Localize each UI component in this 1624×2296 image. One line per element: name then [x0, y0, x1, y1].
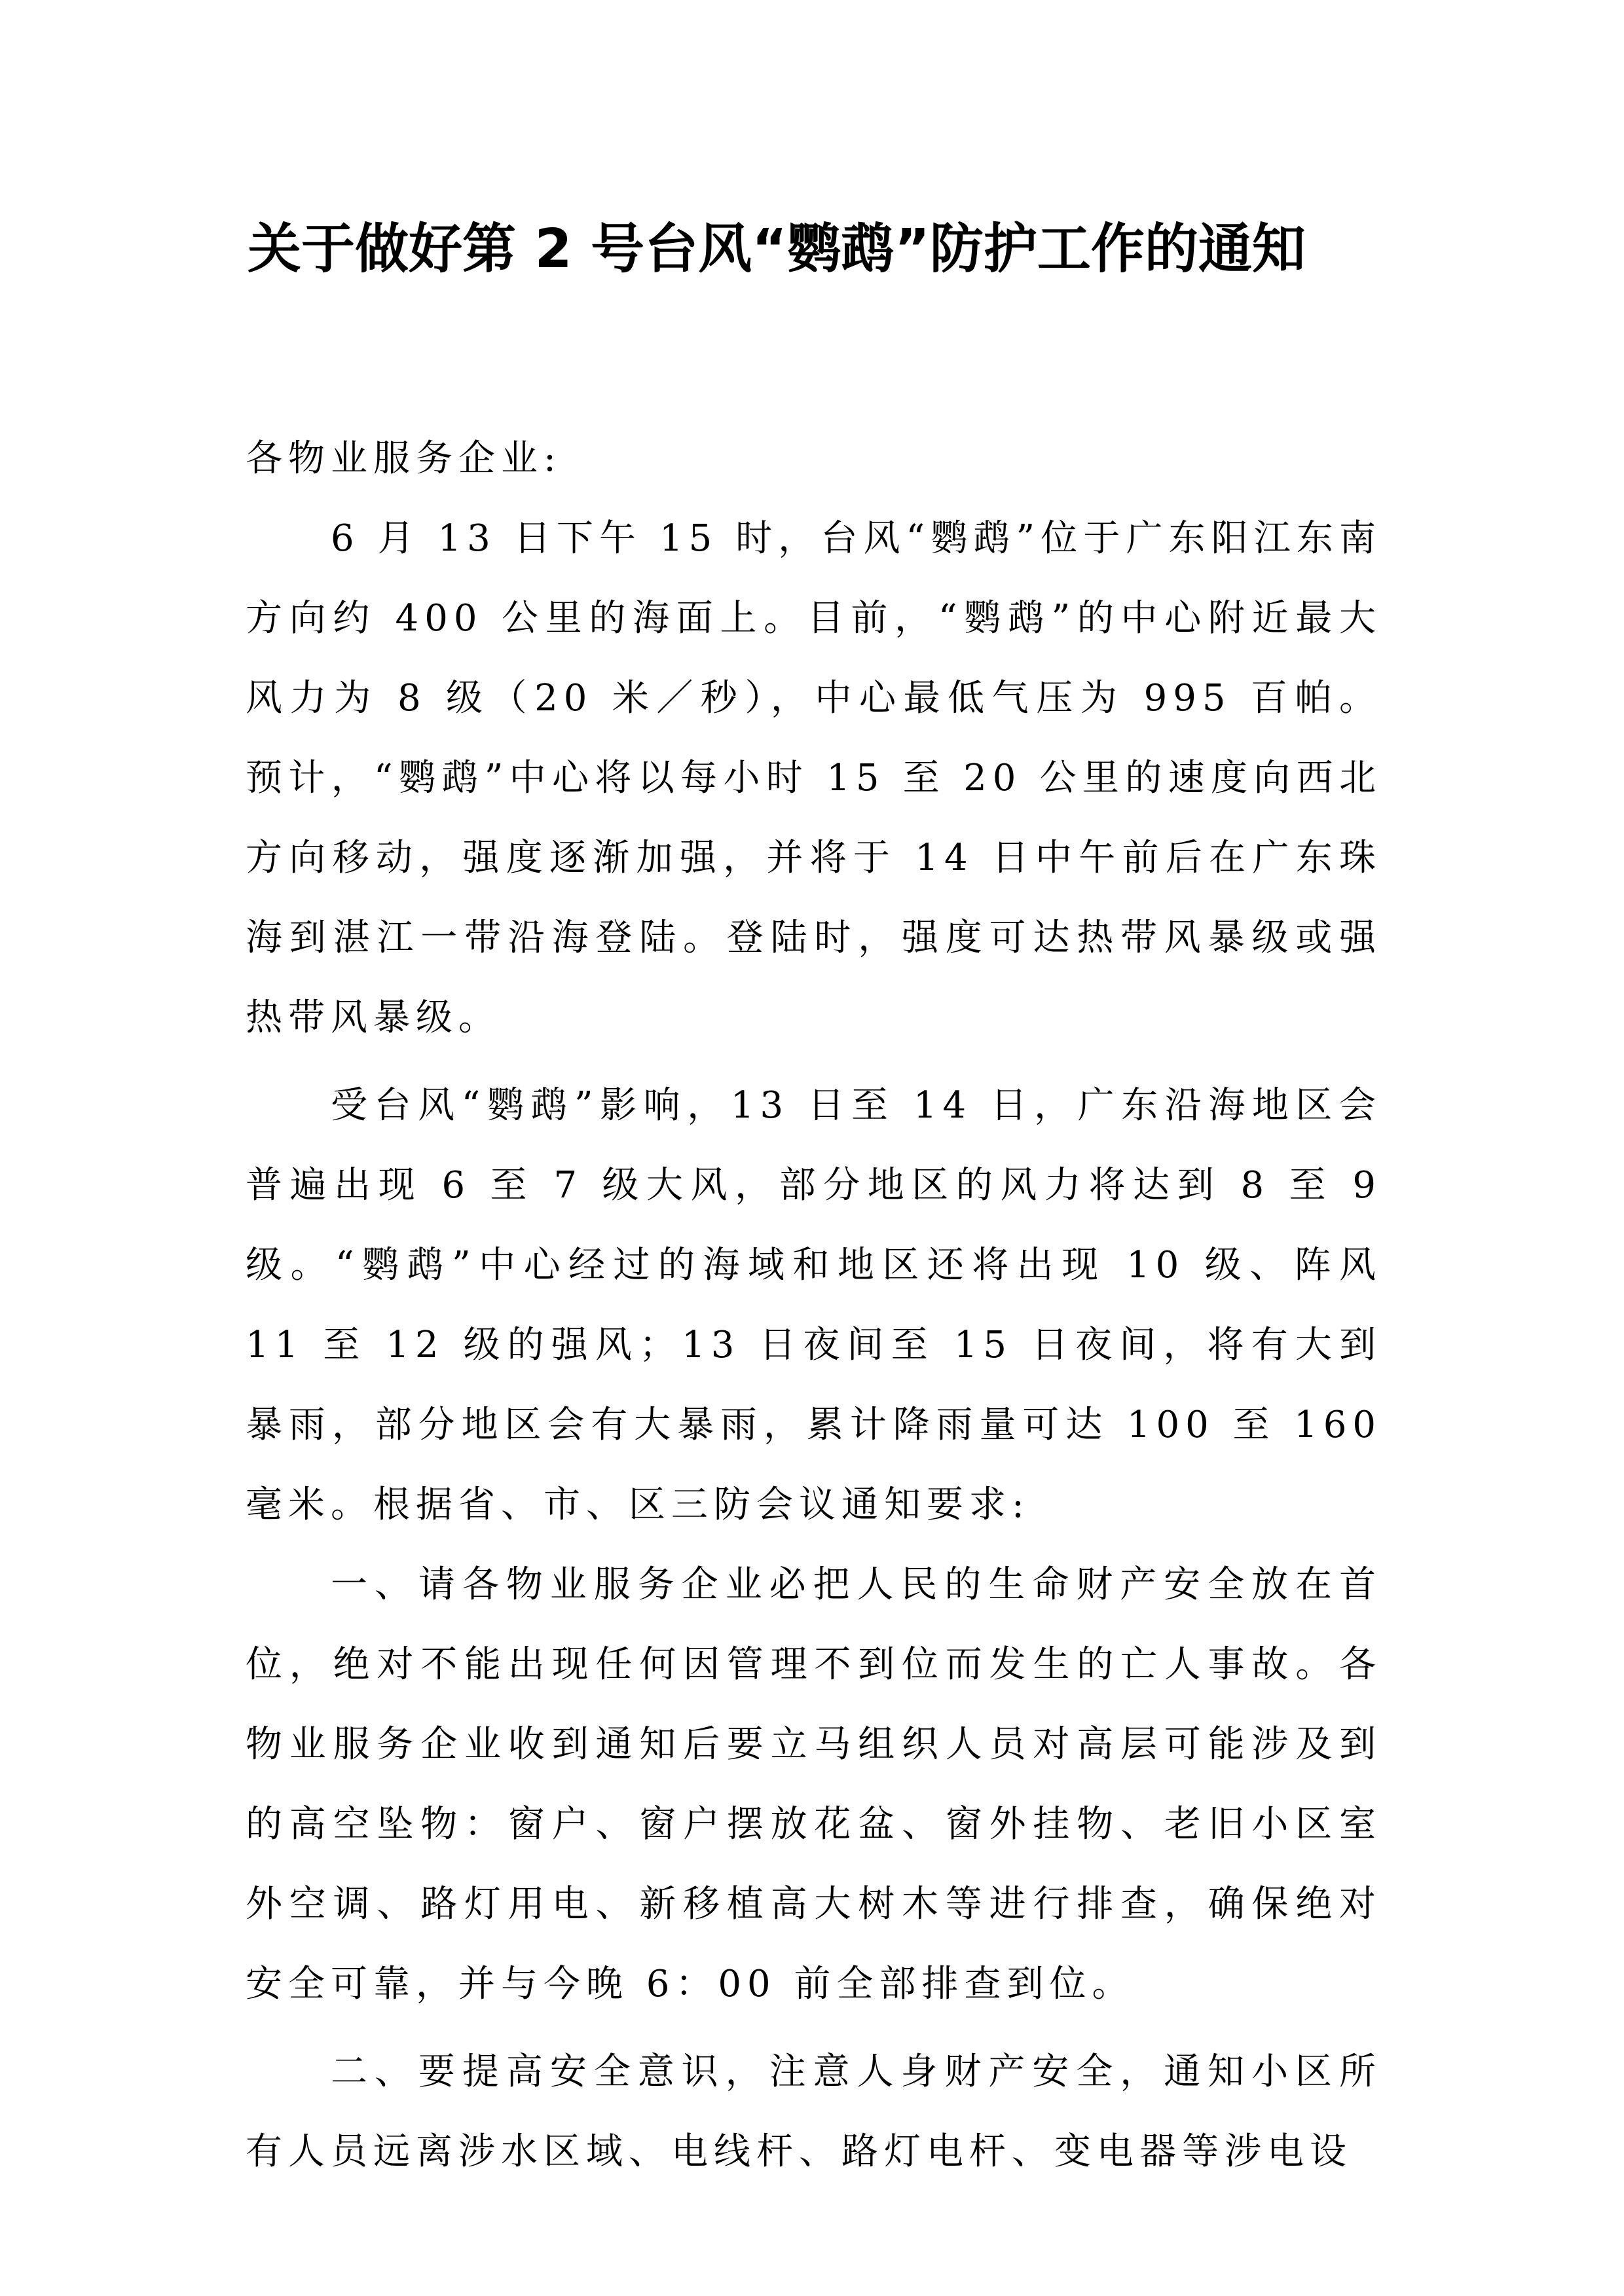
- salutation: 各物业服务企业:: [246, 437, 562, 480]
- paragraph-typhoon-position: 6 月 13 日下午 15 时，台风“鹦鹉”位于广东阳江东南方向约 400 公里的海面上。目前，“鹦鹉”的中心附近最大风力为 8 级（20 米／秒），中心最低气压为 995 百帕。预计，“鹦鹉”中心将以每小时 15 至 20 公里的速度向西北方向移动，强度逐渐加强，并将于 14 日中午前后在广东珠海到湛江一带沿海登陆。登陆时，强度可达热带风暴级或强热带风暴级。: [246, 517, 1382, 1039]
- paragraph-typhoon-impact: 受台风“鹦鹉”影响，13 日至 14 日，广东沿海地区会普遍出现 6 至 7 级大风，部分地区的风力将达到 8 至 9 级。“鹦鹉”中心经过的海域和地区还将出现 10 级、阵风 11 至 12 级的强风；13 日夜间至 15 日夜间，将有大到暴雨，部分地区会有大暴雨，累计降雨量可达 100 至 160 毫米。根据省、市、区三防会议通知要求:: [246, 1084, 1382, 1526]
- paragraph-requirement-one: 一、请各物业服务企业必把人民的生命财产安全放在首位，绝对不能出现任何因管理不到位而发生的亡人事故。各物业服务企业收到通知后要立马组织人员对高层可能涉及到的高空坠物：窗户、窗户摆放花盆、窗外挂物、老旧小区室外空调、路灯用电、新移植高大树木等进行排查，确保绝对安全可靠，并与今晚 6：00 前全部排查到位。: [246, 1563, 1382, 2005]
- paragraph-requirement-two: 二、要提高安全意识，注意人身财产安全，通知小区所有人员远离涉水区域、电线杆、路灯电杆、变电器等涉电设: [246, 2050, 1382, 2173]
- document-title: 关于做好第 2 号台风“鹦鹉”防护工作的通知: [248, 218, 1306, 280]
- document-body: [246, 419, 1382, 2192]
